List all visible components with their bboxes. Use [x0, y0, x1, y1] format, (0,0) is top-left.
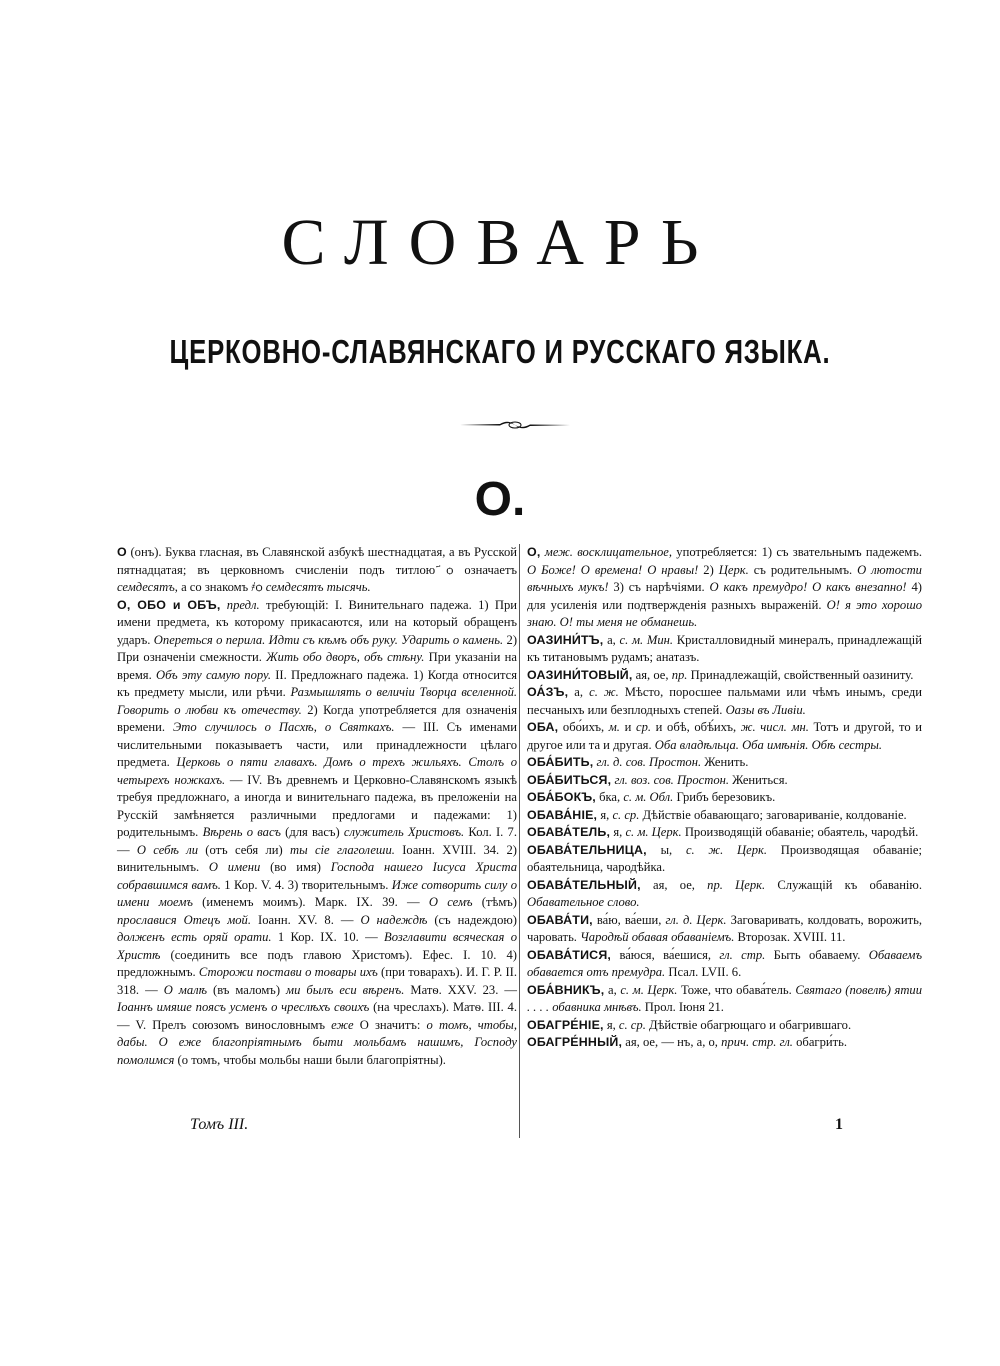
- entry-text: Производящая обаваніе; обаятельница, чародѣйка.: [527, 842, 922, 874]
- entry-italic-text: О малѣ: [163, 982, 208, 997]
- entry-text: Жениться.: [729, 772, 788, 787]
- dictionary-entry: [117, 544, 517, 597]
- page-subtitle: ЦЕРКОВНО-СЛАВЯНСКАГО И РУССКАГО ЯЗЫКА.: [169, 333, 831, 370]
- entry-headword: ОАЗИНИ́ТЪ,: [527, 632, 604, 647]
- entry-text: (соединить все подъ главою Христомъ). Ефес. I. 10. 4) предложнымъ.: [117, 947, 517, 979]
- entry-italic-text: еже: [331, 1017, 354, 1032]
- entry-text: 2) Когда употребляется для означенія времени.: [117, 702, 517, 734]
- entry-italic-text: ты сіе глаголеши.: [290, 842, 395, 857]
- dictionary-entry: [527, 684, 922, 719]
- entry-italic-text: Іоаннъ имяше поясъ усменъ о чреслѣхъ своихъ: [117, 1000, 370, 1014]
- dictionary-entry: [527, 772, 922, 790]
- entry-italic-text: семдесятъ тысячь.: [265, 580, 371, 594]
- dictionary-entry: [527, 719, 922, 754]
- dictionary-entry: [527, 789, 922, 807]
- entry-text: Кристалловидный минералъ, принадлежащій къ титановымъ рудамъ; анатазъ.: [527, 632, 922, 664]
- entry-text: (съ надеждою): [427, 912, 517, 927]
- dictionary-entry: [527, 877, 922, 912]
- entry-text: 2): [698, 562, 719, 577]
- entry-italic-text: Церк.: [718, 562, 749, 577]
- entry-text: и обѣ, обѣ́ихъ,: [651, 720, 741, 734]
- entry-text: Женить.: [701, 755, 749, 769]
- entry-text: (въ маломъ): [207, 982, 287, 997]
- entry-italic-text: ж. числ. мн.: [740, 720, 809, 734]
- volume-label: Томъ III.: [190, 1116, 249, 1133]
- entry-text: ва́юся, ва́ешися,: [611, 947, 720, 962]
- entry-text: съ родительнымъ.: [748, 562, 858, 577]
- entry-italic-text: прославися Отецъ мой.: [117, 912, 252, 927]
- dictionary-entry: [117, 597, 517, 1070]
- entry-text: Матѳ. XXV. 23. —: [404, 982, 517, 997]
- entry-text: ы,: [646, 842, 686, 857]
- entry-text: я,: [597, 807, 613, 822]
- entry-italic-text: с. м. Церк.: [625, 825, 682, 839]
- entry-headword: ОБАВА́ТИ,: [527, 912, 593, 927]
- entry-text: (на чреслахъ). Матѳ. III. 4. — V. Прелъ союзомъ винословнымъ: [117, 1000, 517, 1032]
- entry-text: Іоанн. XVIII. 34. 2) винительнымъ.: [117, 842, 517, 874]
- entry-text: (при товарахъ). И. Г. Р. II. 318. —: [117, 965, 517, 997]
- entry-italic-text: с. м. Мин.: [619, 632, 674, 647]
- section-letter: О.: [474, 473, 526, 526]
- entry-text: (онъ). Буква гласная, въ Славянской азбукѣ шестнадцатая, а въ Русской пятнадцатая; въ церковномъ счисленіи подъ титлою ҃ѻ означаетъ: [117, 545, 517, 577]
- dictionary-entry: [527, 824, 922, 842]
- entry-text: О значитъ:: [353, 1017, 427, 1032]
- entry-italic-text: прич. стр. гл.: [721, 1035, 793, 1049]
- column-divider: [519, 544, 520, 1138]
- entry-italic-text: с. ср.: [618, 1017, 646, 1032]
- page-title: СЛОВАРЬ: [281, 206, 719, 279]
- entry-text: , а со знакомъ ҂ѻ: [174, 580, 266, 594]
- entry-italic-text: пр.: [671, 667, 688, 682]
- dictionary-entry: [527, 982, 922, 1017]
- right-column: [527, 544, 922, 1052]
- dictionary-entry: [527, 667, 922, 685]
- entry-text: (именемъ моимъ). Марк. IX. 39. —: [192, 895, 429, 909]
- dictionary-entry: [527, 544, 922, 632]
- entry-text: обагри́ть.: [792, 1035, 848, 1049]
- entry-italic-text: Иже сотворить силу о имени моемъ: [117, 877, 517, 909]
- dictionary-entry: [527, 754, 922, 772]
- dictionary-entry: [527, 842, 922, 877]
- entry-headword: О, ОБО и ОБЪ,: [117, 597, 221, 612]
- entry-italic-text: долженъ есть оряй орати.: [117, 930, 272, 944]
- entry-text: Производящій обаваніе; обаятель, чародѣй.: [681, 825, 919, 839]
- dictionary-entry: [527, 1017, 922, 1035]
- entry-text: требующій: I. Винительнаго падежа. 1) При имени предмета, къ которому прикасаются, или на который обращенъ ударъ.: [117, 597, 517, 647]
- entry-headword: ОБАВА́ТЕЛЬНИЦА,: [527, 842, 647, 857]
- dictionary-entry: [527, 632, 922, 667]
- entry-headword: ОБАВА́ТИСЯ,: [527, 947, 612, 962]
- entry-italic-text: Оазы въ Ливіи.: [725, 702, 806, 717]
- left-column: [117, 544, 517, 1069]
- entry-headword: ОБА́БОКЪ,: [527, 790, 596, 804]
- entry-italic-text: Оба владѣльца. Оба имѣнія. Обѣ сестры.: [654, 737, 883, 752]
- entry-italic-text: меж. восклицательное,: [540, 545, 672, 559]
- entry-italic-text: Обавательное слово.: [527, 895, 640, 909]
- entry-italic-text: ми былъ еси вѣренъ.: [286, 982, 405, 997]
- entry-italic-text: семдесятъ: [117, 580, 175, 594]
- dictionary-entry: [527, 947, 922, 982]
- entry-text: ая, ое,: [640, 877, 708, 892]
- entry-text: Второзак. XVIII. 11.: [734, 930, 846, 944]
- entry-text: ая, ое, — нъ, а, о,: [622, 1035, 722, 1049]
- entry-italic-text: О семъ: [428, 895, 473, 909]
- entry-text: Принадлежащій, свойственный оазиниту.: [687, 667, 914, 682]
- entry-headword: ОБА́БИТЬ,: [527, 755, 594, 769]
- dictionary-entry: [527, 807, 922, 825]
- entry-text: Іоанн. XV. 8. —: [251, 912, 361, 927]
- entry-text: а,: [604, 982, 621, 997]
- entry-headword: ОБАВА́НІЕ,: [527, 807, 598, 822]
- entry-italic-text: гл. д. Церк.: [665, 912, 727, 927]
- entry-text: 1 Кор. IX. 10. —: [271, 930, 385, 944]
- dictionary-entry: [527, 912, 922, 947]
- entry-italic-text: О! я это хорошо знаю. О! ты меня не обманешь.: [527, 597, 922, 629]
- entry-italic-text: О себѣ ли: [136, 842, 198, 857]
- entry-italic-text: О надеждѣ: [360, 912, 428, 927]
- entry-italic-text: с. м. Церк.: [620, 982, 678, 997]
- entry-italic-text: О имени: [208, 860, 261, 874]
- entry-headword: ОБАВА́ТЕЛЬНЫЙ,: [527, 877, 641, 892]
- entry-italic-text: с. ср.: [612, 807, 640, 822]
- entry-text: — III. Съ именами числительными показываетъ части, или принадлежности цѣлаго предмета.: [117, 720, 518, 769]
- entry-italic-text: пр. Церк.: [707, 877, 766, 892]
- entry-headword: ОБАВА́ТЕЛЬ,: [527, 825, 611, 839]
- ornament-divider-icon: [460, 418, 570, 432]
- entry-text: (для васъ): [280, 825, 344, 839]
- entry-text: и: [619, 720, 636, 734]
- entry-italic-text: Возглавити всяческая о Христѣ: [117, 930, 518, 962]
- entry-text: Мѣсто, поросшее пальмами или чѣмъ инымъ, среди песчаныхъ или безплодныхъ степей.: [527, 685, 922, 717]
- entry-headword: ОАЗИНИ́ТОВЫЙ,: [527, 667, 633, 682]
- entry-text: обо́ихъ,: [558, 720, 609, 734]
- entry-headword: ОБА,: [527, 720, 559, 734]
- entry-italic-text: гл. стр.: [719, 947, 766, 962]
- entry-italic-text: Вѣрень о васъ: [202, 825, 281, 839]
- entry-italic-text: Чародѣй обавая обаваніемъ.: [580, 930, 735, 944]
- entry-italic-text: Размышлять о величіи Творца вселенной. Говорить о любви къ отечеству.: [117, 685, 518, 717]
- entry-text: 2) При означеніи смежности.: [117, 632, 518, 664]
- entry-italic-text: Объ эту самую пору.: [156, 667, 271, 682]
- entry-text: (тѣмъ): [472, 895, 517, 909]
- entry-text: Заговаривать, колдовать, ворожить, чаровать.: [527, 912, 923, 944]
- entry-text: 3) съ нарѣчіями.: [608, 580, 710, 594]
- entry-text: 1 Кор. V. 4. 3) творительнымъ.: [220, 877, 392, 892]
- entry-text: 4) для усиленія или подтвержденія разныхъ выраженій.: [527, 580, 922, 612]
- entry-italic-text: Опереться о перила. Идти съ кѣмъ объ руку. Ударить о камень.: [153, 632, 504, 647]
- entry-italic-text: с. м. Обл.: [623, 790, 674, 804]
- entry-text: я,: [603, 1017, 619, 1032]
- entry-text: ая, ое,: [632, 667, 672, 682]
- entry-italic-text: гл. воз. сов. Простон.: [611, 772, 730, 787]
- entry-italic-text: о томъ, чтобы, дабы. О еже благопріятнымъ быти мольбамъ нашимъ, Господу помолимся: [117, 1017, 517, 1067]
- entry-text: Прол. Іюня 21.: [641, 1000, 724, 1014]
- entry-text: При указаніи на время.: [117, 650, 517, 682]
- entry-italic-text: Святаго (повелѣ) ятии . . . . обавника мнѣвъ.: [527, 982, 923, 1014]
- entry-headword: ОА́ЗЪ,: [527, 685, 569, 699]
- entry-italic-text: с. ж.: [589, 685, 619, 699]
- entry-italic-text: ср.: [635, 720, 652, 734]
- entry-text: Тотъ и другой, то и другое или та и другая.: [527, 720, 922, 752]
- entry-headword: О: [117, 545, 127, 559]
- entry-text: (отъ себя ли): [198, 842, 291, 857]
- entry-italic-text: с. ж. Церк.: [685, 842, 768, 857]
- entry-headword: ОБАГРЕ́ННЫЙ,: [527, 1035, 623, 1049]
- entry-text: Кол. I. 7. —: [117, 825, 517, 857]
- entry-text: я,: [610, 825, 626, 839]
- entry-italic-text: гл. д. сов. Простон.: [593, 755, 702, 769]
- entry-text: Псал. LVII. 6.: [665, 965, 742, 979]
- entry-text: ва́ю, ва́еши,: [592, 912, 666, 927]
- entry-italic-text: м.: [608, 720, 620, 734]
- entry-italic-text: Господа нашего Іисуса Христа собравшимся вамъ.: [117, 860, 517, 892]
- entry-text: — IV. Въ древнемъ и Церковно-Славянскомъ языкѣ требуя предложнаго, а иногда и винительнаго падежа, въ преложеніи на Русскій замѣняется различными предлогами и падежами: 1) родительнымъ.: [117, 772, 517, 839]
- entry-italic-text: Сторожи постави о товары ихъ: [198, 965, 378, 979]
- entry-text: (о томъ, чтобы мольбы наши были благопріятны).: [174, 1052, 446, 1067]
- entry-text: (во имя): [260, 860, 331, 874]
- entry-text: а,: [568, 685, 590, 699]
- entry-headword: О,: [527, 545, 541, 559]
- entry-italic-text: О Боже! О времена! О нравы!: [527, 562, 699, 577]
- entry-italic-text: О лютости вѣчныхъ мукъ!: [527, 562, 922, 594]
- entry-text: Дѣйствіе обавающаго; заговариваніе, колдованіе.: [639, 807, 907, 822]
- entry-italic-text: служитель Христовъ.: [343, 825, 465, 839]
- entry-text: бка,: [595, 790, 624, 804]
- entry-text: Грибъ березовикъ.: [673, 790, 776, 804]
- entry-text: Дѣйствіе обагрющаго и обагрившаго.: [645, 1017, 852, 1032]
- entry-text: Служащій къ обаванію.: [765, 877, 922, 892]
- entry-headword: ОБА́ВНИКЪ,: [527, 982, 605, 997]
- entry-text: II. Предложнаго падежа. 1) Когда относится къ предмету мысли, или рѣчи.: [117, 667, 517, 699]
- entry-headword: ОБА́БИТЬСЯ,: [527, 772, 612, 787]
- entry-text: употребляется: 1) съ звательнымъ падежемъ.: [672, 545, 922, 559]
- entry-italic-text: Обаваемъ обавается отъ премудра.: [527, 947, 922, 979]
- entry-italic-text: Жить обо дворъ, объ стѣну.: [266, 650, 425, 664]
- entry-text: а,: [603, 632, 620, 647]
- entry-headword: ОБАГРЕ́НІЕ,: [527, 1017, 604, 1032]
- entry-italic-text: Это случилось о Пасхѣ, о Святкахъ.: [173, 720, 395, 734]
- entry-italic-text: Церковь о пяти главахъ. Домъ о трехъ жильяхъ. Столъ о четырехъ ножкахъ.: [117, 755, 517, 787]
- entry-italic-text: предл.: [220, 597, 266, 612]
- entry-text: Тоже, что обава́тель.: [677, 982, 796, 997]
- page-number: 1: [835, 1116, 843, 1133]
- entry-italic-text: О какъ премудро! О какъ внезапно!: [709, 580, 907, 594]
- entry-text: Быть обаваему.: [765, 947, 869, 962]
- dictionary-entry: [527, 1034, 922, 1052]
